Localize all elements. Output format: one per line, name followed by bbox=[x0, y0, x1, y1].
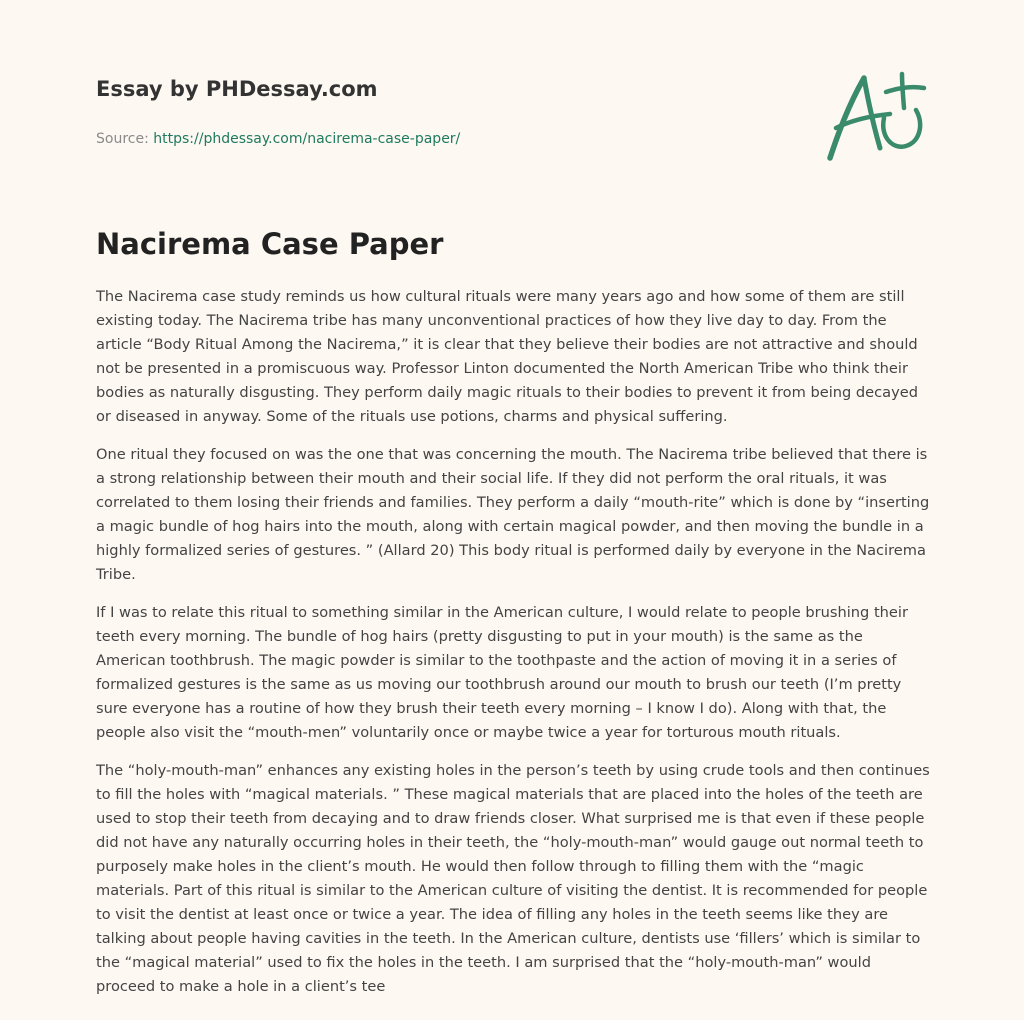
essay-paragraph: The “holy-mouth-man” enhances any existing holes in the person’s teeth by using crude tools and then continues to fill the holes with “magical materials. ” These magical materials that are placed into the holes of the teeth are used to stop their teeth from decaying and to draw friends closer. What surprised me is that even if these people did not have any naturally occurring holes in their teeth, the “holy-mouth-man” would gauge out normal teeth to purposely make holes in the client’s mouth. He would then follow through to filling them with the “magic materials. Part of this ritual is similar to the American culture of visiting the dentist. It is recommended for people to visit the dentist at least once or twice a year. The idea of filling any holes in the teeth seems like they are talking about people having cavities in the teeth. In the American culture, dentists use ‘fillers’ which is similar to the “magical material” used to fix the holes in the teeth. I am surprised that the “holy-mouth-man” would proceed to make a hole in a client’s tee bbox=[96, 762, 930, 995]
site-title: Essay by PHDessay.com bbox=[96, 77, 378, 101]
essay-title: Nacirema Case Paper bbox=[96, 227, 444, 261]
a-plus-grade-icon bbox=[820, 66, 930, 166]
page-header bbox=[96, 74, 716, 149]
essay-body bbox=[96, 285, 930, 1013]
essay-paragraph: One ritual they focused on was the one that was concerning the mouth. The Nacirema tribe believed that there is a strong relationship between their mouth and their social life. If they did not perform the oral rituals, it was correlated to them losing their friends and families. They perform a daily “mouth-rite” which is done by “inserting a magic bundle of hog hairs into the mouth, along with certain magical powder, and then moving the bundle in a highly formalized series of gestures. ” (Allard 20) This body ritual is performed daily by everyone in the Nacirema Tribe. bbox=[96, 446, 930, 583]
essay-paragraph: The Nacirema case study reminds us how cultural rituals were many years ago and how some of them are still existing today. The Nacirema tribe has many unconventional practices of how they live day to day. From the article “Body Ritual Among the Nacirema,” it is clear that they believe their bodies are not attractive and should not be presented in a promiscuous way. Professor Linton documented the North American Tribe who think their bodies as naturally disgusting. They perform daily magic rituals to their bodies to prevent it from being decayed or diseased in anyway. Some of the rituals use potions, charms and physical suffering. bbox=[96, 288, 918, 425]
essay-paragraph: If I was to relate this ritual to something similar in the American culture, I would relate to people brushing their teeth every morning. The bundle of hog hairs (pretty disgusting to put in your mouth) is the same as the American toothbrush. The magic powder is similar to the toothpaste and the action of moving it in a series of formalized gestures is the same as us moving our toothbrush around our mouth to brush our teeth (I’m pretty sure everyone has a routine of how they brush their teeth every morning – I know I do). Along with that, the people also visit the “mouth-men” voluntarily once or maybe twice a year for torturous mouth rituals. bbox=[96, 604, 908, 741]
source-line bbox=[96, 129, 716, 149]
source-label: Source: bbox=[96, 131, 154, 147]
source-link[interactable]: https://phdessay.com/nacirema-case-paper/ bbox=[153, 131, 461, 147]
